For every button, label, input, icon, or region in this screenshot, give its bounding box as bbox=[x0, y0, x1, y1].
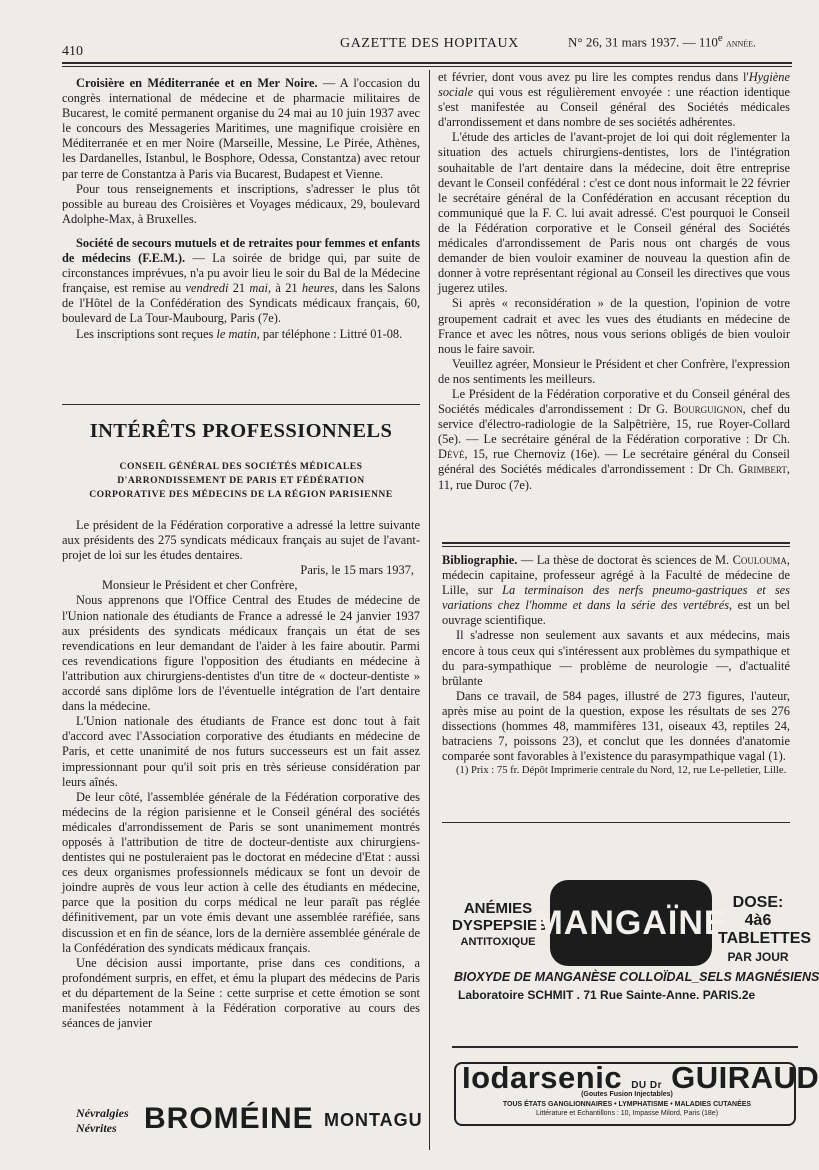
bromeine-ind-2: Névrites bbox=[76, 1121, 117, 1135]
section-subtitle-line-3: CORPORATIVE DES MÉDECINS DE LA RÉGION PARISIENNE bbox=[89, 489, 393, 500]
header-rule-bottom bbox=[62, 66, 792, 67]
letter-continuation bbox=[438, 70, 790, 130]
mangaine-laboratory: Laboratoire SCHMIT . 71 Rue Sainte-Anne. PARIS.2e bbox=[458, 988, 756, 1002]
mangaine-advertisement bbox=[448, 870, 819, 1010]
section-title: INTÉRÊTS PROFESSIONNELS bbox=[89, 420, 393, 442]
letter-paragraph-2: L'Union nationale des étudiants de France est donc tout à fait d'accord avec l'Association corporative des étudiants en médecine de Paris, et cette unanimité de nos futurs successeurs est un fait assez impressionnant pour qu'il soit pris en très sérieuse considération par leurs aînés. bbox=[62, 714, 420, 789]
fem-text-c: , à 21 bbox=[268, 281, 302, 296]
mangaine-dose-3: PAR JOUR bbox=[727, 950, 789, 964]
biblio-book-title: La terminaison des nerfs pneumo-gastriques et ses variations chez l'homme et dans la série des vertébrés bbox=[442, 583, 790, 613]
mangaine-ind-2: DYSPEPSIES bbox=[452, 917, 548, 934]
iodarsenic-forms: (Goutes Fusion Injectables) bbox=[581, 1091, 673, 1098]
biblio-rule-top bbox=[442, 542, 790, 544]
bromeine-brand: BROMÉINE bbox=[144, 1102, 314, 1135]
bromeine-advertisement bbox=[62, 1100, 434, 1150]
mangaine-composition: BIOXYDE DE MANGANÈSE COLLOÏDAL_SELS MAGNÉSIENS bbox=[454, 970, 819, 984]
iodarsenic-brand: Iodarsenic bbox=[462, 1060, 623, 1095]
iodarsenic-address: Littérature et Echantillons : 10, Impasse Milord, Paris (18e) bbox=[535, 1110, 719, 1117]
cruise-paragraph bbox=[62, 76, 420, 182]
sign-a: Le Président de la Fédération corporative et du Conseil général des Sociétés médicales d'arrondissement : Dr G. bbox=[438, 386, 790, 417]
letter-column-right bbox=[438, 70, 790, 493]
letter-signatures bbox=[438, 387, 790, 493]
issue-sup: e bbox=[717, 32, 723, 44]
cont-a: et février, dont vous avez pu lire les comptes rendus dans l' bbox=[438, 70, 749, 84]
section-subtitle-line-1: CONSEIL GÉNÉRAL DES SOCIÉTÉS MÉDICALES bbox=[119, 461, 363, 472]
section-subtitle-line-2: D'ARRONDISSEMENT DE PARIS ET FÉDÉRATION bbox=[117, 475, 365, 486]
biblio-c: , est un bel ouvrage scientifique. bbox=[442, 598, 790, 628]
cruise-text: — A l'occasion du congrès international de médecine et de pharmacie militaires de Bucarest, le comité permanent organise du 24 mai au 10 juin 1937 avec le concours des Messageries Maritimes, une magnifique croisière en Méditerranée et en mer Noire (Marseille, Messine, Le Pirée, Athènes, les Dardanelles, Istanbul, le Bosphore, Odessa, Constantza) avec retour par terre de Constantza à Paris via Bucarest, Budapest et Vienne. bbox=[62, 76, 421, 181]
fem-insc-b: , par téléphone : Littré 01-08. bbox=[256, 326, 403, 341]
mangaine-ind-3: ANTITOXIQUE bbox=[460, 936, 536, 948]
mangaine-dose-1: DOSE: 4à6 bbox=[732, 894, 784, 929]
biblio-a: — La thèse de doctorat ès sciences de M. bbox=[517, 553, 733, 567]
letter-column-left bbox=[62, 518, 420, 1031]
announcements-column bbox=[62, 76, 420, 342]
mangaine-dose-2: TABLETTES bbox=[718, 930, 812, 947]
biblio-paragraph-2: Il s'adresse non seulement aux savants et aux médecins, mais encore à tous ceux qui s'intéressent aux problèmes du sympathique et du para-sympathique — problème de neurologie —, d'actualité brûlante bbox=[442, 628, 790, 688]
cont-b: qui vous est régulièrement envoyée : une réaction identique s'est manifestée au Conseil général des Sociétés médicales d'arrondissement et dans nombre de ses sociétés adhérentes. bbox=[438, 85, 790, 130]
letter-paragraph-1: Nous apprenons que l'Office Central des Etudes de médecine de l'Union nationale des étudiants de France a adressé le 24 janvier 1937 aux présidents des syndicats médicaux français un état de ses revendications en leur demandant de l'aider à les faire aboutir. Parmi ces revendications figure l'opposition des étudiants en médecine à l'attribution aux chirurgiens-dentistes d'un titre de « docteur-dentiste » accordé sans diplôme lors de l'éventuelle intégration de l'art dentaire dans la médecine. bbox=[62, 593, 420, 714]
sign-name-3: Grimbert bbox=[738, 462, 787, 477]
iodarsenic-du: DU Dr bbox=[631, 1080, 663, 1091]
iodarsenic-indications: TOUS ÉTATS GANGLIONNAIRES • LYMPHATISME • MALADIES CUTANÉES bbox=[502, 1101, 752, 1108]
biblio-footnote: (1) Prix : 75 fr. Dépôt Imprimerie centrale du Nord, 12, rue Le-pelletier, Lille. bbox=[456, 765, 787, 777]
mangaine-dosage bbox=[718, 894, 812, 966]
hygiene-sociale-title: Hygiène sociale bbox=[438, 70, 790, 100]
fem-day: vendredi bbox=[185, 281, 229, 296]
sign-b: , chef du service d'électro-radiologie de la Salpêtrière, 15, rue Royer-Collard (5e). — Le secrétaire général de la Fédération corporative : Dr Ch. bbox=[438, 402, 791, 447]
fem-month: mai bbox=[249, 281, 268, 296]
fem-heading: Société de secours mutuels et de retraites pour femmes et enfants de médecins (F.E.M.). bbox=[62, 235, 420, 266]
fem-paragraph bbox=[62, 236, 420, 327]
mangaine-logo: MANGAÏNE bbox=[550, 880, 712, 966]
issue-year-label: année. bbox=[725, 37, 756, 50]
fem-text-d: , dans les Salons de l'Hôtel de la Confédération des Syndicats médicaux français, 60, boulevard de La Tour-Maubourg, Paris (7e). bbox=[62, 281, 421, 326]
column-divider bbox=[429, 70, 430, 1150]
issue-line bbox=[568, 32, 756, 50]
fem-text-b: 21 bbox=[228, 281, 250, 296]
sign-name-1: Bourguignon bbox=[673, 402, 743, 417]
fem-insc-a: Les inscriptions sont reçues bbox=[76, 326, 217, 341]
page-number: 410 bbox=[62, 44, 83, 59]
iodarsenic-advertisement bbox=[452, 1056, 819, 1128]
letter-paragraph-4: Une décision aussi importante, prise dans ces conditions, a profondément surpris, en effet, et ému la plupart des médecins de Paris et du département de la Seine : cette surprise et cette émotion se sont manifestées notamment à la Fédération corporative au cours des séances de janvier bbox=[62, 955, 420, 1031]
biblio-heading: Bibliographie. bbox=[442, 553, 518, 567]
fem-inscriptions bbox=[62, 327, 420, 342]
section-rule bbox=[62, 404, 420, 405]
biblio-rule-thin bbox=[442, 546, 790, 547]
letter-intro: Le président de la Fédération corporative a adressé la lettre suivante aux présidents des 275 syndicats médicaux français au sujet de l'avant-projet de loi sur les études dentaires. bbox=[62, 518, 420, 563]
biblio-b: , médecin capitaine, professeur agrégé à la Faculté de médecine de Lille, sur bbox=[442, 553, 790, 598]
biblio-rule-bottom bbox=[442, 822, 790, 823]
mangaine-indications bbox=[452, 900, 548, 951]
bibliography-column bbox=[442, 553, 790, 777]
letter-paragraph-6: Si après « reconsidération » de la question, l'opinion de votre groupement cadrait et avec les vues des étudiants en médecine de France et avec les nôtres, nous vous serions obligés de bien vouloir nous le faire savoir. bbox=[438, 296, 790, 356]
letter-date: Paris, le 15 mars 1937, bbox=[300, 563, 414, 578]
biblio-author: Coulouma bbox=[732, 553, 787, 567]
journal-title: GAZETTE DES HOPITAUX bbox=[340, 36, 519, 51]
mangaine-ind-1: ANÉMIES bbox=[463, 900, 533, 917]
cruise-heading: Croisière en Méditerranée et en Mer Noire. bbox=[76, 76, 318, 90]
cruise-contact: Pour tous renseignements et inscriptions, s'adresser le plus tôt possible au bureau des Croisières et Voyages médicaux, 29, boulevard Adolphe-Max, à Bruxelles. bbox=[62, 181, 420, 226]
fem-text-a: — La soirée de bridge qui, par suite de circonstances imprévues, n'a pu avoir lieu le soir du Bal de la Médecine française, est remise au bbox=[62, 251, 420, 296]
fem-insc-italic: le matin bbox=[216, 326, 257, 341]
letter-closing: Veuillez agréer, Monsieur le Président et cher Confrère, l'expression de nos sentiments les meilleurs. bbox=[438, 356, 790, 386]
fem-hours: heures bbox=[301, 281, 335, 296]
ad-rule bbox=[452, 1046, 798, 1048]
header-rule-top bbox=[62, 62, 792, 64]
letter-salutation: Monsieur le Président et cher Confrère, bbox=[102, 578, 298, 593]
iodarsenic-maker: GUIRAUD bbox=[671, 1060, 819, 1095]
bromeine-maker: MONTAGU bbox=[324, 1110, 423, 1130]
letter-paragraph-3: De leur côté, l'assemblée générale de la Fédération corporative des médecins de la région parisienne et le Conseil général des sociétés médicales d'arrondissement de Paris se sont unanimement montrés opposés à l'attribution de titre de docteur-dentiste aux chirurgiens-dentistes qui ne postuleraient pas le doctorat en médecine d'Etat : aussi ces deux organismes professionnels médicaux se font un devoir de joindre auprès de vous leur action à celle des étudiants en médecine, parce que la position du corps médical ne leur paraît pas réglée définitivement, par un vote émis devant une assemblée raréfiée, sans discussion et en fin de séance, lors de la dernière assemblée générale de la Confédération des syndicats médicaux français. bbox=[62, 789, 420, 955]
sign-d: , 11, rue Duroc (7e). bbox=[438, 462, 790, 492]
bromeine-ind-1: Névralgies bbox=[76, 1106, 129, 1120]
issue-number: N° 26, 31 mars 1937. — 110 bbox=[568, 34, 718, 50]
letter-paragraph-5: L'étude des articles de l'avant-projet de loi qui doit réglementer la situation des actuels chirurgiens-dentistes, lors de l'intégration souhaitable de l'art dentaire dans la médecine, doit être entreprise devant le Conseil confédéral : c'est ce dont nous informait le 22 février le secrétaire général de la Confédération en accusant réception du communiqué que la F. C. lui avait adressé. C'est pourquoi le Conseil de la Fédération corporative et le Conseil général des Sociétés médicales d'arrondissement de Paris nous ont chargés de vous demander de bien vouloir examiner de nouveau la question afin de donner à votre représentant régional au Conseil les directives que vous jugerez utiles. bbox=[438, 130, 790, 296]
section-subtitle bbox=[62, 460, 420, 502]
sign-c: , 15, rue Chernoviz (16e). — Le secrétaire général du Conseil général des Sociétés médicales d'arrondissement : Dr Ch. bbox=[438, 447, 790, 477]
biblio-paragraph-1 bbox=[442, 553, 790, 628]
bromeine-indications bbox=[76, 1106, 129, 1136]
biblio-paragraph-3: Dans ce travail, de 584 pages, illustré de 273 figures, l'auteur, après mise au point de la question, expose les résultats de ses 276 dissections (hommes 48, mammifères 131, oiseaux 43, reptiles 24, batraciens 7, poissons 23), et conclut que les données d'anatomie comparée sont favorables à l'existence du parasympathique vagal (1). bbox=[442, 688, 790, 764]
sign-name-2: Dévé bbox=[438, 447, 465, 462]
